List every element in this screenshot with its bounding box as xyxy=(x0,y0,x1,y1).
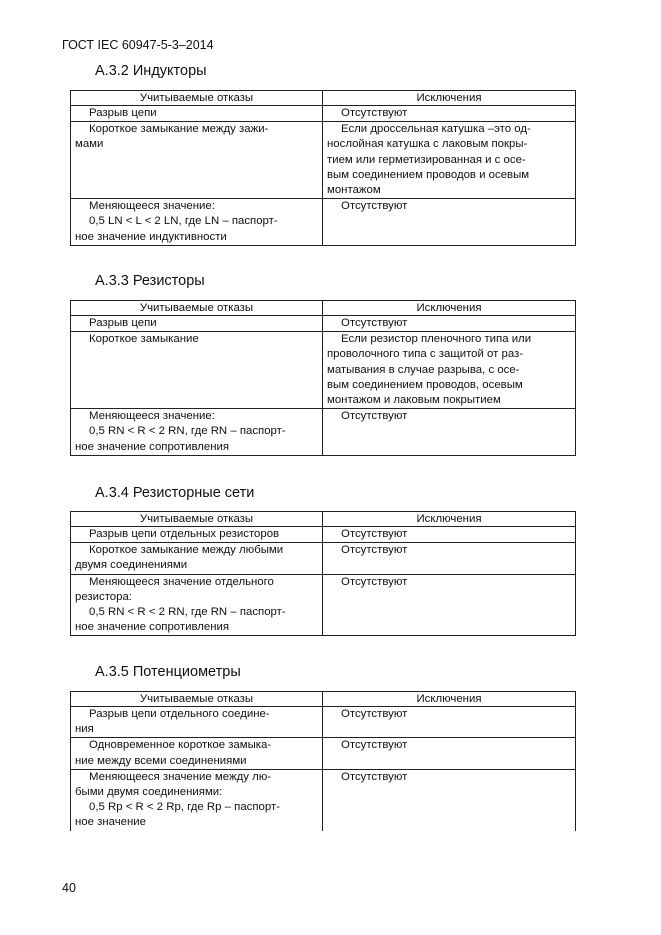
exclusion-cell: Отсутствуют xyxy=(323,574,576,636)
table-row xyxy=(71,738,576,769)
table-row xyxy=(71,316,576,332)
exclusion-cell: Если резистор пленочного типа или проволочного типа с защитой от раз- матывания в случае разрыва, с осе- вым соединением проводов, осевым монтажом и лаковым покрытием xyxy=(323,332,576,409)
table-row xyxy=(71,122,576,199)
table-resistors xyxy=(70,300,576,456)
table-row xyxy=(71,707,576,738)
failure-cell: Разрыв цепи отдельного соедине- ния xyxy=(71,707,323,738)
table-row xyxy=(71,106,576,122)
exclusion-cell: Отсутствуют xyxy=(323,738,576,769)
failure-cell: Разрыв цепи xyxy=(71,106,323,122)
failure-cell: Разрыв цепи отдельных резисторов xyxy=(71,527,323,543)
failure-cell: Меняющееся значение: 0,5 RN < R < 2 RN, где RN – паспорт- ное значение сопротивления xyxy=(71,409,323,456)
column-header-failures: Учитываемые отказы xyxy=(71,692,323,707)
exclusion-cell: Отсутствуют xyxy=(323,106,576,122)
table-row xyxy=(71,543,576,574)
exclusion-cell: Отсутствуют xyxy=(323,316,576,332)
table-header-row xyxy=(71,91,576,106)
exclusion-cell: Если дроссельная катушка –это од- нослойная катушка с лаковым покры- тием или герметизированная и с осе- вым соединением проводов и осевым монтажом xyxy=(323,122,576,199)
column-header-exclusions: Исключения xyxy=(323,512,576,527)
failure-cell: Разрыв цепи xyxy=(71,316,323,332)
column-header-exclusions: Исключения xyxy=(323,301,576,316)
document-header: ГОСТ IEC 60947-5-3–2014 xyxy=(62,38,214,52)
column-header-failures: Учитываемые отказы xyxy=(71,91,323,106)
table-header-row xyxy=(71,512,576,527)
table-inductors xyxy=(70,90,576,246)
exclusion-cell: Отсутствуют xyxy=(323,199,576,246)
failure-cell: Меняющееся значение отдельного резистора: 0,5 RN < R < 2 RN, где RN – паспорт- ное значение сопротивления xyxy=(71,574,323,636)
column-header-failures: Учитываемые отказы xyxy=(71,512,323,527)
exclusion-cell: Отсутствуют xyxy=(323,409,576,456)
section-title-inductors: A.3.2 Индукторы xyxy=(95,63,207,79)
section-title-resistor-networks: A.3.4 Резисторные сети xyxy=(95,485,255,501)
failure-cell: Короткое замыкание xyxy=(71,332,323,409)
column-header-failures: Учитываемые отказы xyxy=(71,301,323,316)
failure-cell: Меняющееся значение между лю- быми двумя соединениями: 0,5 Rp < R < 2 Rp, где Rp – паспорт- ное значение xyxy=(71,769,323,830)
table-row xyxy=(71,527,576,543)
table-row xyxy=(71,332,576,409)
table-row xyxy=(71,574,576,636)
table-row xyxy=(71,769,576,830)
column-header-exclusions: Исключения xyxy=(323,91,576,106)
table-header-row xyxy=(71,301,576,316)
exclusion-cell: Отсутствуют xyxy=(323,707,576,738)
failure-cell: Одновременное короткое замыка- ние между всеми соединениями xyxy=(71,738,323,769)
exclusion-cell: Отсутствуют xyxy=(323,769,576,830)
column-header-exclusions: Исключения xyxy=(323,692,576,707)
table-header-row xyxy=(71,692,576,707)
exclusion-cell: Отсутствуют xyxy=(323,527,576,543)
table-resistor-networks xyxy=(70,511,576,636)
failure-cell: Короткое замыкание между любыми двумя соединениями xyxy=(71,543,323,574)
table-row xyxy=(71,409,576,456)
table-row xyxy=(71,199,576,246)
exclusion-cell: Отсутствуют xyxy=(323,543,576,574)
section-title-resistors: A.3.3 Резисторы xyxy=(95,273,205,289)
table-potentiometers xyxy=(70,691,576,831)
section-title-potentiometers: A.3.5 Потенциометры xyxy=(95,664,241,680)
failure-cell: Меняющееся значение: 0,5 LN < L < 2 LN, где LN – паспорт- ное значение индуктивности xyxy=(71,199,323,246)
page-number: 40 xyxy=(62,881,76,895)
failure-cell: Короткое замыкание между зажи- мами xyxy=(71,122,323,199)
